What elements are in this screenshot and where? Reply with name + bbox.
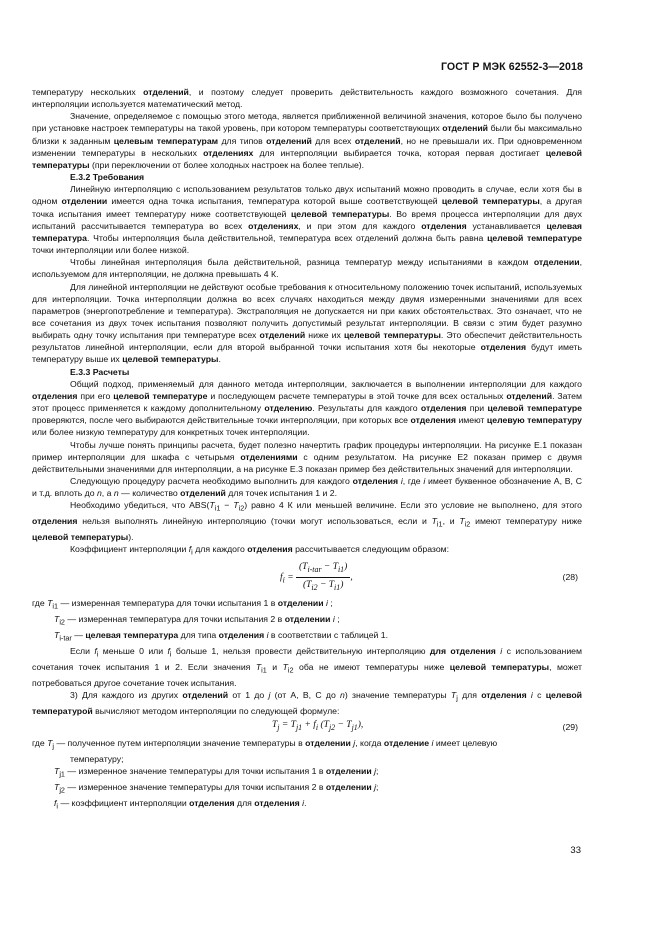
where-1-item-1: где $T_{i1}$ — измеренная температура для точки испытания 1 в отделении i ; bbox=[32, 598, 333, 611]
paragraph-8: Следующую процедуру расчета необходимо выполнить для каждого отделения i, где i имеет буквенное обозначение А, В, С и т.д. вплоть до n, а n — количество отделений для точек испытания 1 и 2. bbox=[32, 476, 582, 499]
paragraph-11: Если $f_i$ меньше 0 или $f_i$ больше 1, нельзя провести действительную интерполяцию для отделения i с использованием сочетания точек испытания 1 и 2. Если значения $T_{i1}$ и $T_{i2}$ оба не имеют температуры ниже целевой температуры, может потребоваться другое сочетание точек испытания. bbox=[32, 645, 582, 688]
paragraph-5: Для линейной интерполяции не действуют особые требования к относительному положению точек испытаний, используемых для интерполяции. Точка интерполяции должна во всех случаях находиться между двумя измеренными значениями для всех параметров (энергопотребление и температура). Экстраполяция не допускается ни при каких обстоятельствах. Это означает, что не все сочетания из двух точек испытания позволяют получить допустимый результат интерполяции. В связи с этим будет разумно выбирать одну точку испытания при температуре всех отделений ниже их целевой температуры. Это обеспечит действительность результатов линейной интерполяции, если для второй выбранной точки испытания хотя бы некоторые отделения будут иметь температуру выше их целевой температуры. bbox=[32, 281, 582, 365]
paragraph-10: Коэффициент интерполяции $f_i$ для каждого отделения рассчитывается следующим образом: bbox=[70, 544, 450, 557]
formula-28-expression: $f_i$ = $\frac{(T_{i-tar} - T_{i1})}{(T_{i2} - T_{i1})}$ , bbox=[280, 562, 353, 593]
where-1-item-3: $T_{i-tar}$ — целевая температура для типа отделения i в соответствии с таблицей 1. bbox=[54, 629, 389, 643]
where-2-item-2: $T_{j1}$ — измеренное значение температуры для точки испытания 1 в отделении j; bbox=[54, 765, 379, 779]
paragraph-6: Общий подход, применяемый для данного метода интерполяции, заключается в выполнении интерполяции для каждого отделения при его целевой температуре и последующем расчете температуры в этой точке для всех остальных отделений. Затем этот процесс применяется к каждому дополнительному отделению. Результаты для каждого отделения при целевой температуре проверяются, после чего выбираются действительные точки интерполяции, при которых все отделения имеют целевую температуру или более низкую температуру для конкретных точек интерполяции. bbox=[32, 378, 582, 438]
paragraph-7: Чтобы лучше понять принципы расчета, будет полезно начертить график процедуры интерполяции. На рисунке Е.1 показан пример интерполяции для шкафа с четырьмя отделениями с одним результатом. На рисунке Е2 показан пример с двумя действительными значениями для интерполяции, а на рисунке Е.3 показан пример без действительных значений для интерполяции. bbox=[32, 439, 582, 474]
page-number: 33 bbox=[570, 845, 581, 856]
where-2-item-1: где $T_j$ — полученное путем интерполяции значение температуры в отделении j, когда отделение i имеет целевую bbox=[32, 737, 498, 751]
section-heading-e33: Е.3.3 Расчеты bbox=[70, 366, 130, 377]
paragraph-12: 3) Для каждого из других отделений от 1 до j (от А, В, С до n) значение температуры $T_j$ для отделения i с целевой температурой вычисляют методом интерполяции по следующей формуле: bbox=[32, 689, 582, 716]
paragraph-1: температуру нескольких отделений, и поэтому следует проверить действительность каждого возможного сочетания. Для интерполяции используется математический метод. bbox=[32, 87, 582, 110]
paragraph-3: Линейную интерполяцию с использованием результатов только двух испытаний можно проводить в случае, если хотя бы в одном отделении имеется одна точка испытания, температура которой выше соответствующей целевой температуры, а другая точка испытания имеет температуру ниже соответствующей целевой температуры. Во время процесса интерполяции для двух испытаний рассчитывается температура во всех отделениях, и при этом для каждого отделения устанавливается целевая температура. Чтобы интерполяция была действительной, температура всех отделений должна быть равна целевой температуре точки интерполяции или более низкой. bbox=[32, 184, 582, 256]
paragraph-4: Чтобы линейная интерполяция была действительной, разница температур между испытаниями в каждом отделении, используемом для интерполяции, не должна превышать 4 К. bbox=[32, 257, 582, 280]
paragraph-9: Необходимо убедиться, что $ABS(T_{i1} - T_{i2})$ равно 4 К или меньшей величине. Если это условие не выполнено, для этого отделения нельзя выполнять линейную интерполяцию (точки могут использоваться, если и $T_{i1}$, и $T_{i2}$ имеют температуру ниже целевой температуры). bbox=[32, 500, 582, 543]
page-body bbox=[32, 86, 582, 813]
where-2-item-1-cont: температуру; bbox=[70, 753, 124, 764]
where-2-item-4: $f_i$ — коэффициент интерполяции отделения для отделения i. bbox=[54, 797, 307, 811]
section-heading-e32: Е.3.2 Требования bbox=[70, 172, 145, 183]
where-2-item-3: $T_{j2}$ — измеренное значение температуры для точки испытания 2 в отделении j; bbox=[54, 781, 379, 795]
formula-29 bbox=[32, 717, 582, 737]
document-standard-header: ГОСТ Р МЭК 62552-3—2018 bbox=[440, 61, 583, 73]
formula-28-number: (28) bbox=[562, 572, 578, 583]
formula-29-expression: $T_j = T_{j1} + f_i$ $(T_{j2} - T_{j1})$, bbox=[272, 719, 364, 732]
paragraph-2: Значение, определяемое с помощью этого метода, является приближенной величиной значения, которое было бы получено при установке настроек температуры на такой уровень, при котором температуры соответствующих отделений были бы максимально близки к заданным целевым температурам для типов отделений для всех отделений, но не превышали их. При одновременном изменении температуры в нескольких отделениях для интерполяции выбирается точка, которая первая достигает целевой температуры (при переключении от более холодных настроек на более теплые). bbox=[32, 111, 582, 170]
where-1-item-2: $T_{i2}$ — измеренная температура для точки испытания 2 в отделении i ; bbox=[54, 614, 340, 627]
formula-29-number: (29) bbox=[562, 721, 578, 732]
formula-28 bbox=[32, 559, 582, 597]
